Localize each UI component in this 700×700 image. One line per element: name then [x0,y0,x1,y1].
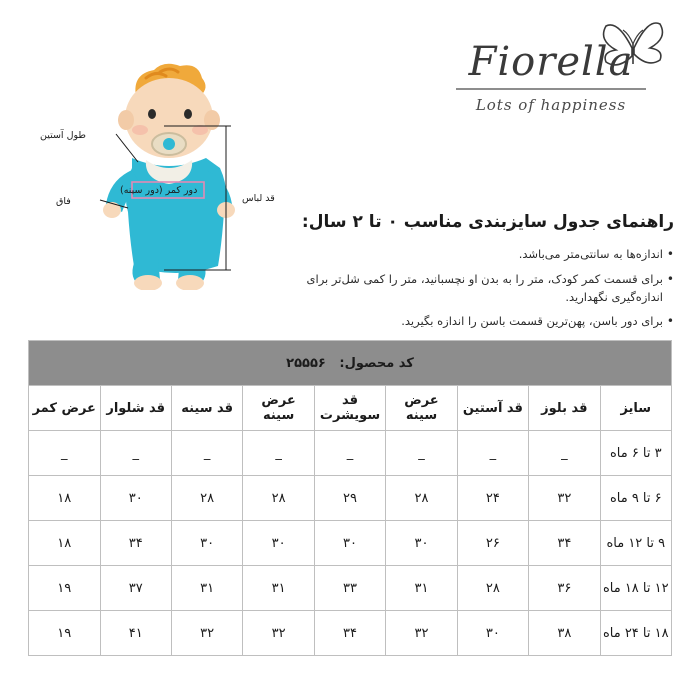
cell-value: _ [171,431,242,476]
cell-value: ۲۸ [171,476,242,521]
table-row [29,521,672,566]
cell-value: ۱۹ [29,611,101,656]
size-table [28,340,672,656]
cell-value: ۲۸ [386,476,457,521]
cell-value: ۳۱ [171,566,242,611]
table-row [29,611,672,656]
cell-value: ۱۸ [29,521,101,566]
cell-size: ۱۲ تا ۱۸ ماه [600,566,671,611]
label-crotch: فاق [56,196,71,207]
cell-size: ۳ تا ۶ ماه [600,431,671,476]
cell-value: ۳۰ [243,521,314,566]
label-chest-circumference: دور کمر (دور سینه) [120,185,198,196]
cell-value: ۳۰ [100,476,171,521]
cell-value: ۳۴ [529,521,600,566]
product-code-row [29,341,672,386]
header-chest-length: قد سینه [171,386,242,431]
cell-value: ۳۲ [243,611,314,656]
baby-figure-svg [28,30,308,290]
cell-value: ۱۸ [29,476,101,521]
cell-value: ۱۹ [29,566,101,611]
size-table-container [28,340,672,656]
cell-value: ۳۱ [386,566,457,611]
cell-value: _ [314,431,385,476]
cell-value: ۲۹ [314,476,385,521]
brand-tagline: Lots of happiness [475,96,627,114]
cell-value: ۳۶ [529,566,600,611]
header-chest-width: عرض سینه [386,386,457,431]
cell-value: ۴۱ [100,611,171,656]
cell-value: _ [100,431,171,476]
label-garment-length: قد لباس [242,193,275,204]
cell-value: ۳۲ [529,476,600,521]
cell-value: ۳۸ [529,611,600,656]
cell-value: ۳۰ [457,611,528,656]
cell-value: ۳۳ [314,566,385,611]
guide-bullet: • اندازه‌ها به سانتی‌متر می‌باشد. [274,246,674,264]
table-row [29,566,672,611]
table-header-row [29,386,672,431]
brand-logo [436,39,666,114]
guide-bullet: • برای قسمت کمر کودک، متر را به بدن او نچسبانید، متر را کمی شل‌تر برای اندازه‌گیری نگهدارید. [274,271,674,307]
cell-value: ۳۴ [314,611,385,656]
guide-title: راهنمای جدول سایزبندی مناسب ۰ تا ۲ سال: [301,212,674,232]
product-code-label: کد محصول: [339,355,414,371]
cell-size: ۹ تا ۱۲ ماه [600,521,671,566]
cell-size: ۱۸ تا ۲۴ ماه [600,611,671,656]
table-row [29,476,672,521]
cell-value: ۳۲ [171,611,242,656]
brand-divider [456,88,646,90]
header-waist-width: عرض کمر [29,386,101,431]
header-pants-length: قد شلوار [100,386,171,431]
cell-value: _ [243,431,314,476]
brand-name: Fiorella [468,39,634,85]
label-sleeve-length: طول آستین [40,130,86,141]
butterfly-icon [602,14,664,72]
product-code-cell [29,341,672,386]
cell-value: ۲۸ [243,476,314,521]
cell-value: ۳۱ [243,566,314,611]
cell-value: ۳۴ [100,521,171,566]
cell-value: ۲۴ [457,476,528,521]
cell-value: ۳۰ [171,521,242,566]
baby-measurement-illustration [28,30,308,290]
header-sleeve-length: قد آستین [457,386,528,431]
cell-value: ۲۶ [457,521,528,566]
cell-value: ۳۲ [386,611,457,656]
cell-value: ۳۷ [100,566,171,611]
header-size: سایز [600,386,671,431]
cell-value: _ [457,431,528,476]
header-sweatshirt-length: قد سویشرت [314,386,385,431]
size-guide-text [274,212,674,338]
cell-value: _ [529,431,600,476]
guide-bullet-list [274,246,674,331]
cell-value: ۲۸ [457,566,528,611]
header-chest-width-2: عرض سینه [243,386,314,431]
cell-value: ۳۰ [314,521,385,566]
header-blouse-length: قد بلوز [529,386,600,431]
table-row [29,431,672,476]
guide-bullet: • برای دور باسن، پهن‌ترین قسمت باسن را اندازه بگیرید. [274,313,674,331]
cell-value: ۳۰ [386,521,457,566]
cell-value: _ [29,431,101,476]
cell-value: _ [386,431,457,476]
product-code-value: ۲۵۵۵۶ [286,355,326,371]
cell-size: ۶ تا ۹ ماه [600,476,671,521]
